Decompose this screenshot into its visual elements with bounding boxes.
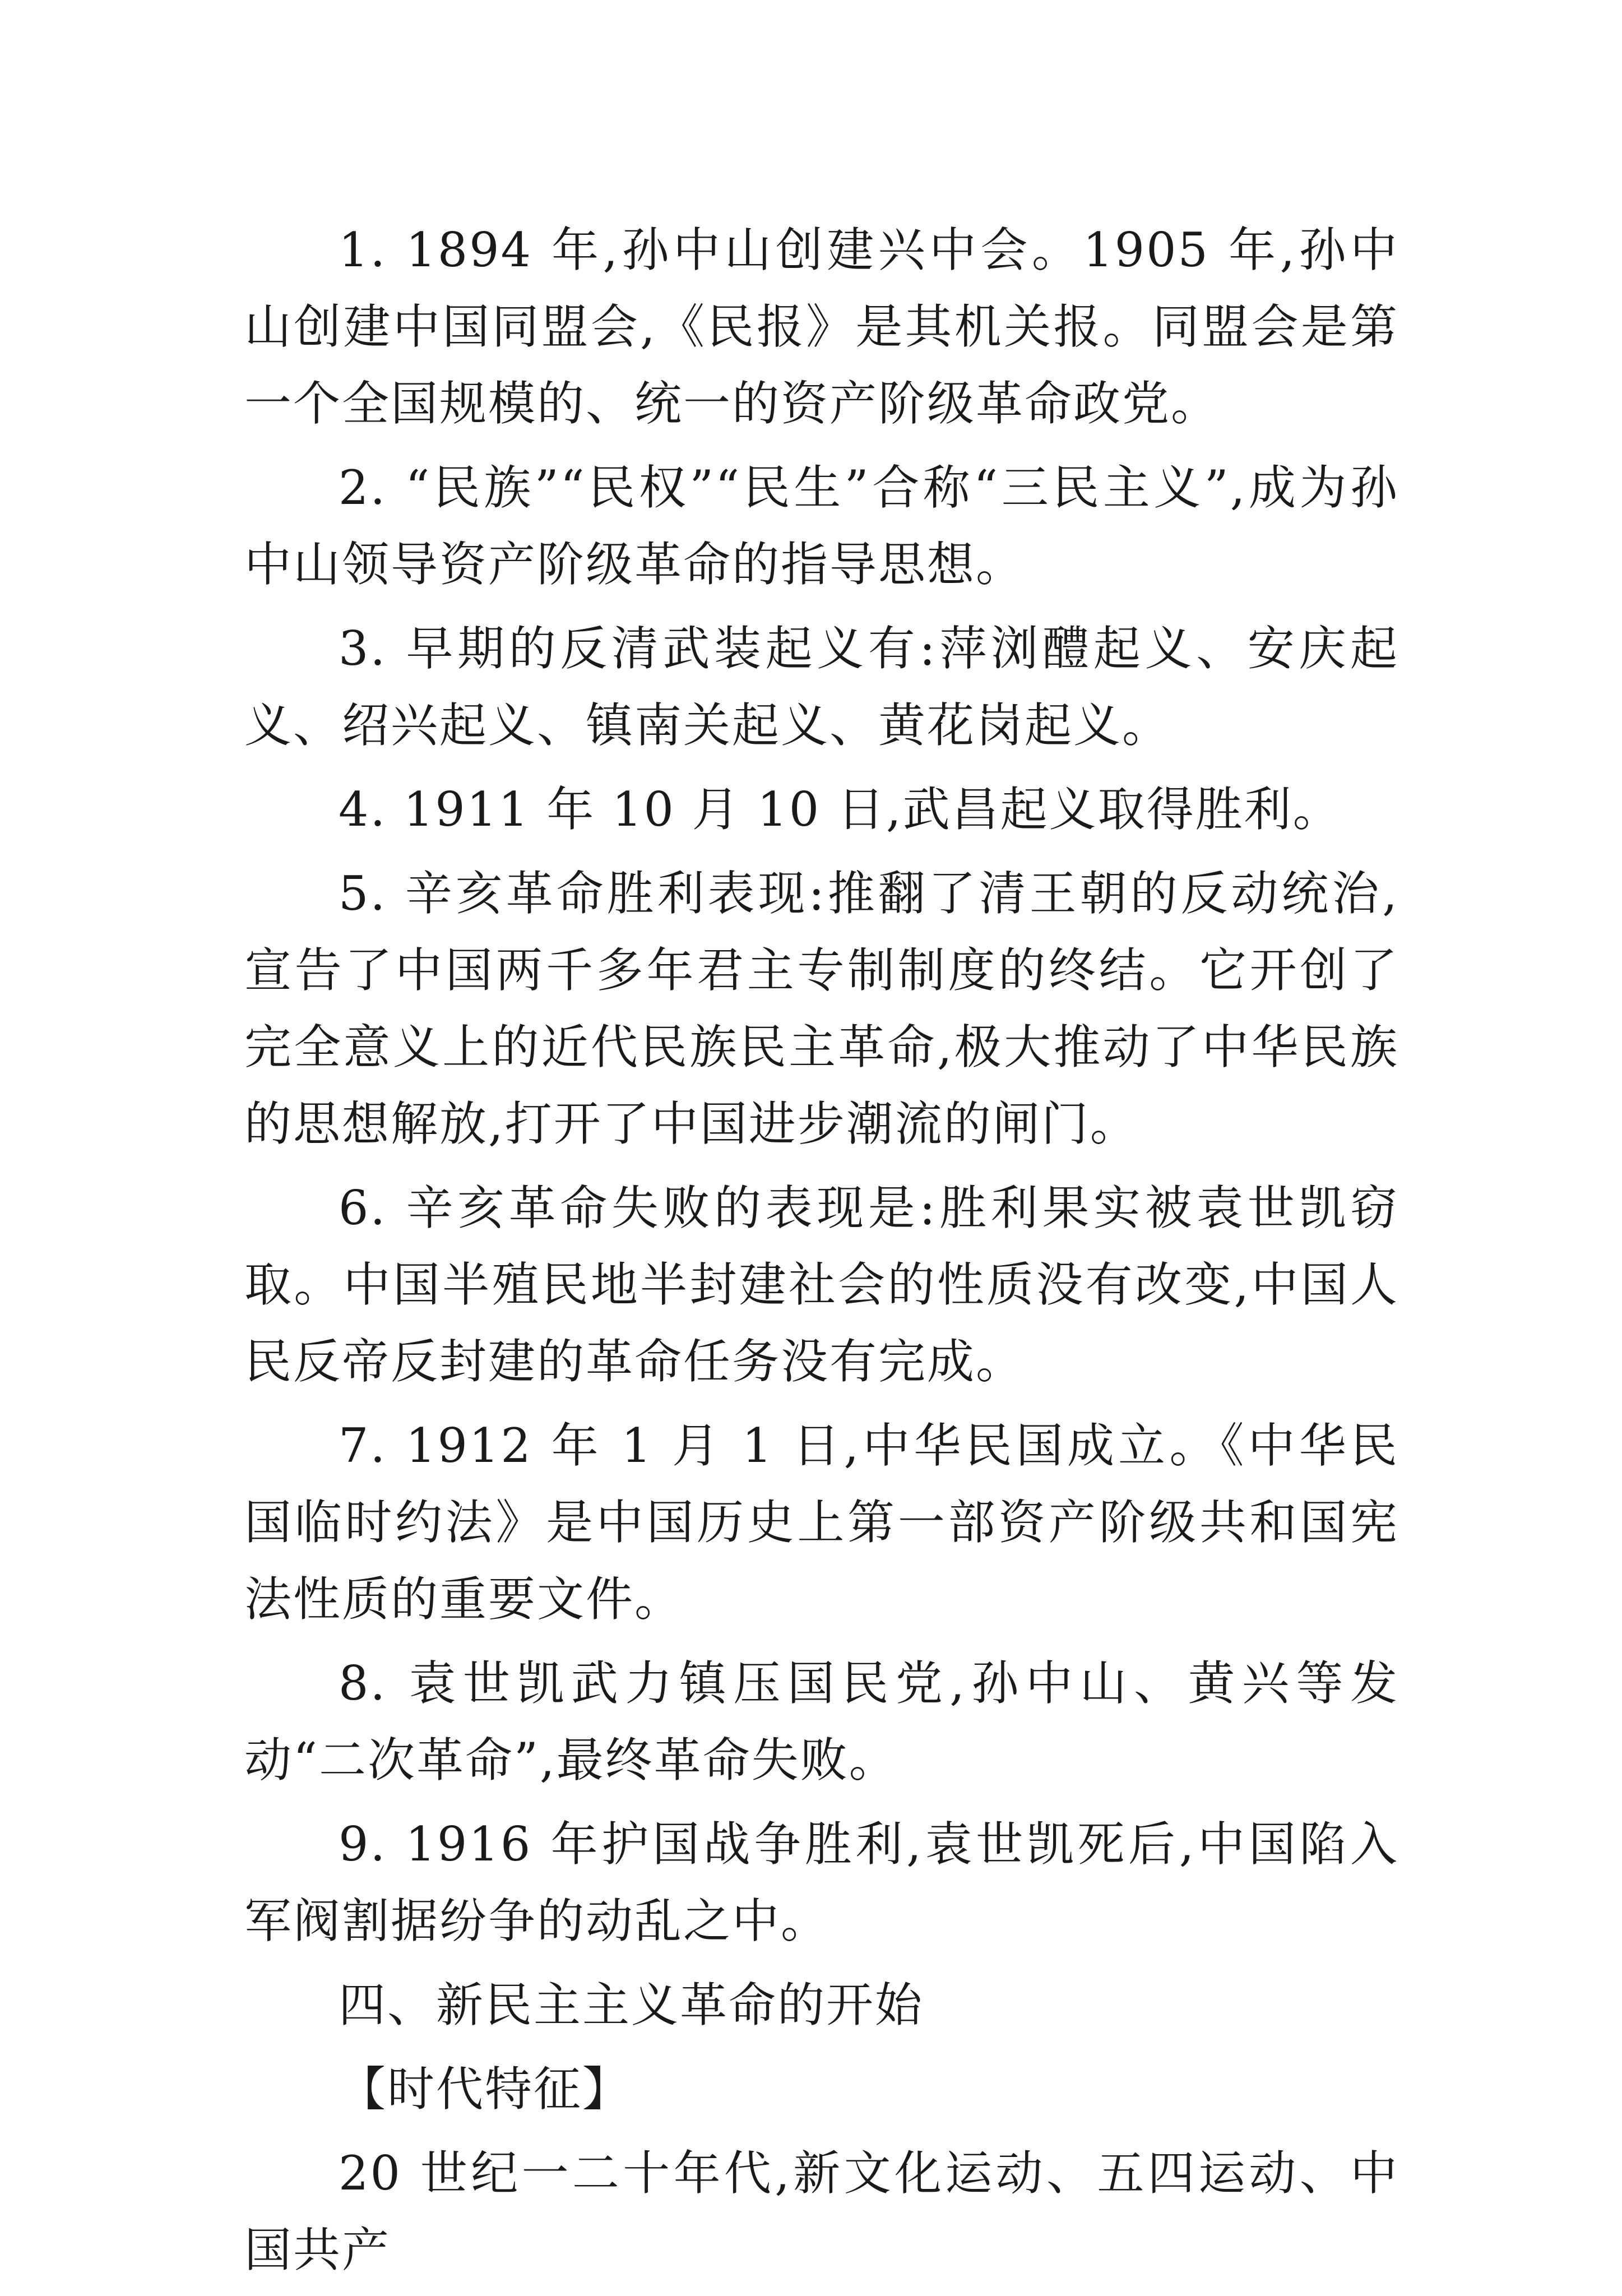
paragraph-5: 5. 辛亥革命胜利表现:推翻了清王朝的反动统治,宣告了中国两千多年君主专制制度的终结。它开创了完全意义上的近代民族民主革命,极大推动了中华民族的思想解放,打开了中国进步潮流的闸门。 [244, 866, 1399, 1151]
body-text [244, 212, 1399, 2296]
paragraph-6: 6. 辛亥革命失败的表现是:胜利果实被袁世凯窃取。中国半殖民地半封建社会的性质没有改变,中国人民反帝反封建的革命任务没有完成。 [244, 1181, 1399, 1389]
section-heading: 四、新民主主义革命的开始 [339, 1978, 924, 2033]
paragraph-8: 8. 袁世凯武力镇压国民党,孙中山、黄兴等发动“二次革命”,最终革命失败。 [244, 1656, 1399, 1788]
subsection-heading: 【时代特征】 [339, 2062, 632, 2117]
paragraph-7: 7. 1912 年 1 月 1 日,中华民国成立。《中华民国临时约法》是中国历史上第一部资产阶级共和国宪法性质的重要文件。 [244, 1418, 1399, 1627]
paragraph-9: 9. 1916 年护国战争胜利,袁世凯死后,中国陷入军阀割据纷争的动乱之中。 [244, 1817, 1399, 1948]
paragraph-2: 2. “民族”“民权”“民生”合称“三民主义”,成为孙中山领导资产阶级革命的指导思想。 [244, 460, 1399, 592]
paragraph-1: 1. 1894 年,孙中山创建兴中会。1905 年,孙中山创建中国同盟会,《民报》是其机关报。同盟会是第一个全国规模的、统一的资产阶级革命政党。 [244, 223, 1399, 431]
paragraph-4: 4. 1911 年 10 月 10 日,武昌起义取得胜利。 [339, 782, 1342, 837]
paragraph-10: 20 世纪一二十年代,新文化运动、五四运动、中国共产 [244, 2146, 1399, 2278]
paragraph-3: 3. 早期的反清武装起义有:萍浏醴起义、安庆起义、绍兴起义、镇南关起义、黄花岗起义。 [244, 621, 1399, 753]
